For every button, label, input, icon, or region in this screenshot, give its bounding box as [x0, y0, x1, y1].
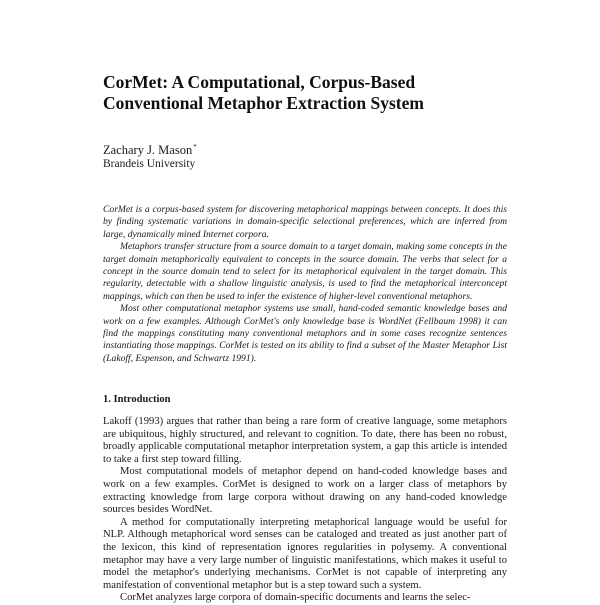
abstract [103, 204, 507, 365]
abstract-paragraph: Metaphors transfer structure from a source domain to a target domain, making some concepts in the target domain metaphorically equivalent to concepts in the source domain. The verbs that select for a concept in the source domain tend to select for its metaphorical equivalent in the target domain. This regularity, detectable with a shallow linguistic analysis, is used to find the metaphorical interconcept mappings, which can then be used to infer the existence of higher-level conventional metaphors. [103, 241, 507, 302]
abstract-paragraph: Most other computational metaphor systems use small, hand-coded semantic knowledge bases and work on a few examples. Although CorMet's only knowledge base is WordNet (Fellbaum 1998) it can find the mappings constituting many conventional metaphors and in some cases recognize sentences instantiating those mappings. CorMet is tested on its ability to find a subset of the Master Metaphor List (Lakoff, Espenson, and Schwartz 1991). [103, 303, 507, 364]
section-heading: 1. Introduction [103, 394, 171, 405]
body-paragraph: A method for computationally interpreting metaphorical language would be useful for NLP. Although metaphorical word senses can be cataloged and treated as just another part of the lexicon, this kind of representation ignores regularities in polysemy. A conventional metaphor may have a very large number of linguistic manifestations, which makes it useful to model the metaphor's underlying mechanisms. CorMet is not capable of interpreting any manifestation of conventional metaphor but is a step toward such a system. [103, 516, 507, 591]
paper-title [103, 72, 523, 114]
title-line-1: CorMet: A Computational, Corpus-Based [103, 72, 416, 92]
body-paragraph: CorMet analyzes large corpora of domain-specific documents and learns the selec- [120, 592, 471, 604]
body-paragraph: Lakoff (1993) argues that rather than being a rare form of creative language, some metaphors are ubiquitous, highly structured, and relevant to cognition. To date, there has been no robust, broadly applicable computational metaphor interpretation system, a gap this article is intended to take a first step toward filling. [103, 416, 507, 465]
author-name-text: Zachary J. Mason [103, 143, 193, 158]
title-line-2: Conventional Metaphor Extraction System [103, 93, 424, 113]
body-paragraph: Most computational models of metaphor depend on hand-coded knowledge bases and work on a few examples. CorMet is designed to work on a larger class of metaphors by extracting knowledge from large corpora without drawing on any hand-coded knowledge sources besides WordNet. [103, 466, 507, 516]
author-name [103, 140, 197, 158]
abstract-paragraph: CorMet is a corpus-based system for discovering metaphorical mappings between concepts. It does this by finding systematic variations in domain-specific selectional preferences, which are inferred from large, dynamically mined Internet corpora. [103, 204, 507, 240]
author-affiliation: Brandeis University [103, 158, 196, 170]
body-text [103, 416, 507, 605]
author-footnote-mark: * [193, 143, 197, 151]
